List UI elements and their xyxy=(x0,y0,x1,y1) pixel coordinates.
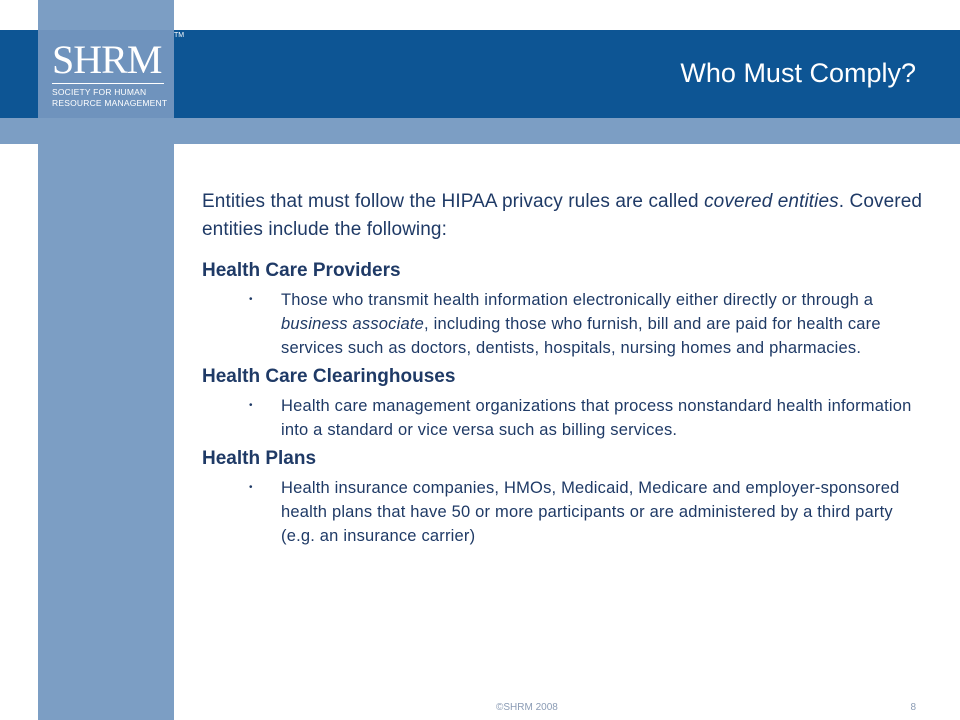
section-health-care-clearinghouses xyxy=(202,364,924,442)
footer-copyright: ©SHRM 2008 xyxy=(496,702,558,713)
slide-body xyxy=(202,188,924,552)
bullet-text: Health insurance companies, HMOs, Medicaid, Medicare and employer-sponsored health plans that have 50 or more participants or are administered by a third party (e.g. an insurance carrier) xyxy=(281,479,900,545)
bullet-icon: • xyxy=(249,400,253,411)
section-heading: Health Plans xyxy=(202,448,317,469)
bullet-item xyxy=(249,394,924,442)
bullet-text: Health care management organizations that process nonstandard health information into a standard or vice versa such as billing services. xyxy=(281,397,912,439)
header-sub-bar xyxy=(0,118,960,144)
logo-divider xyxy=(52,83,164,84)
intro-text-b: . Covered entities include the following: xyxy=(202,191,923,240)
bullet-item xyxy=(249,476,924,548)
logo-subtitle-line-1: SOCIETY FOR HUMAN xyxy=(52,87,147,97)
page-number: 8 xyxy=(910,702,916,713)
section-heading: Health Care Clearinghouses xyxy=(202,366,456,387)
bullet-text-b: , including those who furnish, bill and are paid for health care services such as doctors, dentists, hospitals, nursing homes and pharmacies. xyxy=(281,315,881,357)
logo-inner xyxy=(46,36,166,114)
bullet-text-a: Those who transmit health information electronically either directly or through a xyxy=(281,291,874,309)
bullet-emphasis: business associate xyxy=(281,315,425,333)
section-heading: Health Care Providers xyxy=(202,260,401,281)
shrm-logo xyxy=(38,30,174,118)
intro-text-a: Entities that must follow the HIPAA privacy rules are called xyxy=(202,191,705,212)
intro-emphasis: covered entities xyxy=(704,191,839,212)
logo-subtitle xyxy=(52,87,168,109)
section-health-care-providers xyxy=(202,258,924,360)
logo-subtitle-line-2: RESOURCE MANAGEMENT xyxy=(52,98,168,108)
logo-wordmark: SHRM xyxy=(52,37,162,82)
bullet-icon: • xyxy=(249,294,253,305)
bullet-item xyxy=(249,288,924,360)
bullet-icon: • xyxy=(249,482,253,493)
intro-paragraph xyxy=(202,188,924,244)
page-title: Who Must Comply? xyxy=(680,58,916,88)
logo-trademark: TM xyxy=(174,32,185,39)
section-health-plans xyxy=(202,446,924,548)
